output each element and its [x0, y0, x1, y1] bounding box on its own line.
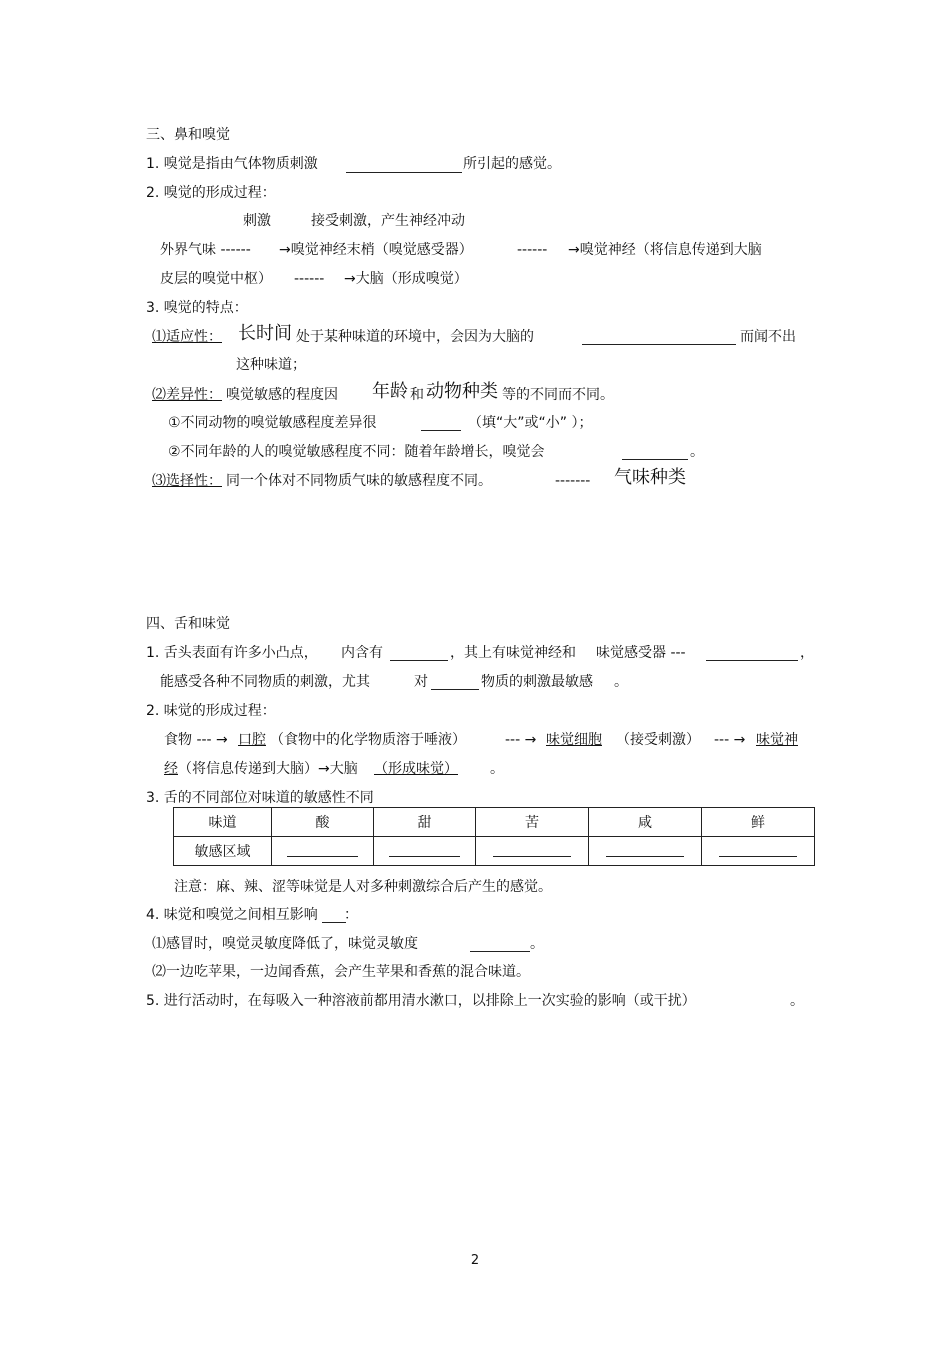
answer-blank: [390, 660, 448, 661]
process-line: 食物 --- →: [164, 732, 228, 748]
process-line: 皮层的嗅觉中枢）: [160, 271, 272, 287]
table-row-label: 敏感区域: [174, 837, 272, 866]
q2-title: 2. 嗅觉的形成过程：: [146, 185, 276, 201]
q5-text-end: 。: [790, 993, 804, 1009]
process-answer: 口腔: [238, 732, 266, 748]
trait-label-adaptability: ⑴适应性：: [152, 329, 222, 345]
q3-title: 3. 舌的不同部位对味道的敏感性不同: [146, 790, 374, 806]
sub-item: ①不同动物的嗅觉敏感程度差异很: [168, 415, 377, 431]
q1-text: 能感受各种不同物质的刺激，尤其: [160, 674, 370, 690]
answer-blank: [389, 842, 460, 857]
q3-title: 3. 嗅觉的特点：: [146, 300, 248, 316]
trait-text: 和: [410, 387, 424, 403]
process-line: （将信息传递到大脑）→大脑: [178, 761, 358, 777]
trait-text: 处于某种味道的环境中，会因为大脑的: [296, 329, 534, 345]
q1-text: 对: [414, 674, 428, 690]
table-row: [174, 837, 815, 866]
q1-text-end: 所引起的感觉。: [463, 156, 561, 172]
process-line: →嗅觉神经（将信息传递到大脑: [568, 242, 762, 258]
answer-blank: [706, 660, 798, 661]
table-header-cell: 甜: [374, 808, 476, 837]
process-line: ------: [517, 242, 548, 258]
q4-item: ⑵一边吃苹果，一边闻香蕉，会产生苹果和香蕉的混合味道。: [152, 964, 530, 980]
q1-text: 1. 舌头表面有许多小凸点，: [146, 645, 318, 661]
sub-item: ②不同年龄的人的嗅觉敏感程度不同：随着年龄增长，嗅觉会: [168, 444, 545, 460]
q1-text: 味觉感受器 ---: [596, 645, 686, 661]
table-header-row: [174, 808, 815, 837]
table-cell-blank: [589, 837, 702, 866]
q1-text: 1. 嗅觉是指由气体物质刺激: [146, 156, 318, 172]
trait-text: -------: [555, 473, 591, 489]
answer-blank: [287, 842, 358, 857]
trait-text: 嗅觉敏感的程度因: [226, 387, 338, 403]
answer-blank: [421, 430, 461, 431]
table-header-cell: 咸: [589, 808, 702, 837]
q4-item: ⑴感冒时，嗅觉灵敏度降低了，味觉灵敏度: [152, 936, 418, 952]
handwritten-answer: 长时间: [238, 323, 292, 344]
table-header-cell: 酸: [272, 808, 374, 837]
process-label-stimulus: 刺激: [243, 213, 271, 229]
taste-sensitivity-table: [173, 807, 815, 866]
handwritten-answer: 气味种类: [614, 467, 686, 488]
trait-label-selectivity: ⑶选择性：: [152, 473, 222, 489]
process-line: 。: [490, 761, 504, 777]
answer-blank: [582, 344, 736, 345]
process-line: --- →: [714, 732, 746, 748]
trait-text: 等的不同而不同。: [502, 387, 614, 403]
process-line: 外界气味 ------: [160, 242, 251, 258]
process-line: （食物中的化学物质溶于唾液）: [270, 732, 466, 748]
table-note: 注意：麻、辣、涩等味觉是人对多种刺激综合后产生的感觉。: [174, 879, 552, 895]
table-cell-blank: [272, 837, 374, 866]
trait-text: 同一个体对不同物质气味的敏感程度不同。: [226, 473, 492, 489]
q1-text: ，: [800, 645, 814, 661]
answer-blank: [719, 842, 797, 857]
q1-text: 。: [614, 674, 628, 690]
process-line: --- →: [505, 732, 537, 748]
q5-text: 5. 进行活动时，在每吸入一种溶液前都用清水漱口，以排除上一次实验的影响（或干扰）: [146, 993, 696, 1009]
section-title-tongue-taste: 四、舌和味觉: [146, 616, 230, 632]
process-line: ------: [294, 271, 325, 287]
process-line: （接受刺激）: [616, 732, 700, 748]
process-label-receive: 接受刺激，产生神经冲动: [311, 213, 465, 229]
table-header-cell: 鲜: [702, 808, 815, 837]
process-line: →大脑（形成嗅觉）: [344, 271, 468, 287]
answer-blank: [470, 951, 530, 952]
sub-item: （填“大”或“小” ）；: [468, 415, 593, 431]
process-answer: 味觉神: [756, 732, 798, 748]
process-answer: 经: [164, 761, 178, 777]
q1-text: ，其上有味觉神经和: [450, 645, 576, 661]
q1-text: 物质的刺激最敏感: [481, 674, 593, 690]
handwritten-answer: 年龄: [372, 381, 408, 402]
q4-title: 4. 味觉和嗅觉之间相互影响: [146, 907, 318, 923]
trait-text: 这种味道；: [236, 357, 306, 373]
process-answer: （形成味觉）: [374, 761, 458, 777]
trait-text: 而闻不出: [740, 329, 796, 345]
table-header-cell: 苦: [476, 808, 589, 837]
q2-title: 2. 味觉的形成过程：: [146, 703, 276, 719]
q4-colon: ：: [344, 907, 358, 923]
answer-blank: [622, 459, 688, 460]
answer-blank: [606, 842, 684, 857]
section-title-nose-smell: 三、鼻和嗅觉: [146, 127, 230, 143]
sub-item: 。: [690, 444, 704, 460]
q1-text: 内含有: [341, 645, 383, 661]
answer-blank: [322, 922, 346, 923]
answer-blank: [346, 172, 462, 173]
answer-blank: [431, 689, 479, 690]
table-cell-blank: [374, 837, 476, 866]
table-cell-blank: [702, 837, 815, 866]
process-line: →嗅觉神经末梢（嗅觉感受器）: [279, 242, 473, 258]
trait-label-difference: ⑵差异性：: [152, 387, 222, 403]
table-header-cell: 味道: [174, 808, 272, 837]
answer-blank: [493, 842, 571, 857]
page-number: 2: [470, 1253, 480, 1268]
table-cell-blank: [476, 837, 589, 866]
process-answer: 味觉细胞: [546, 732, 602, 748]
q4-item: 。: [530, 936, 544, 952]
handwritten-answer: 动物种类: [426, 381, 498, 402]
